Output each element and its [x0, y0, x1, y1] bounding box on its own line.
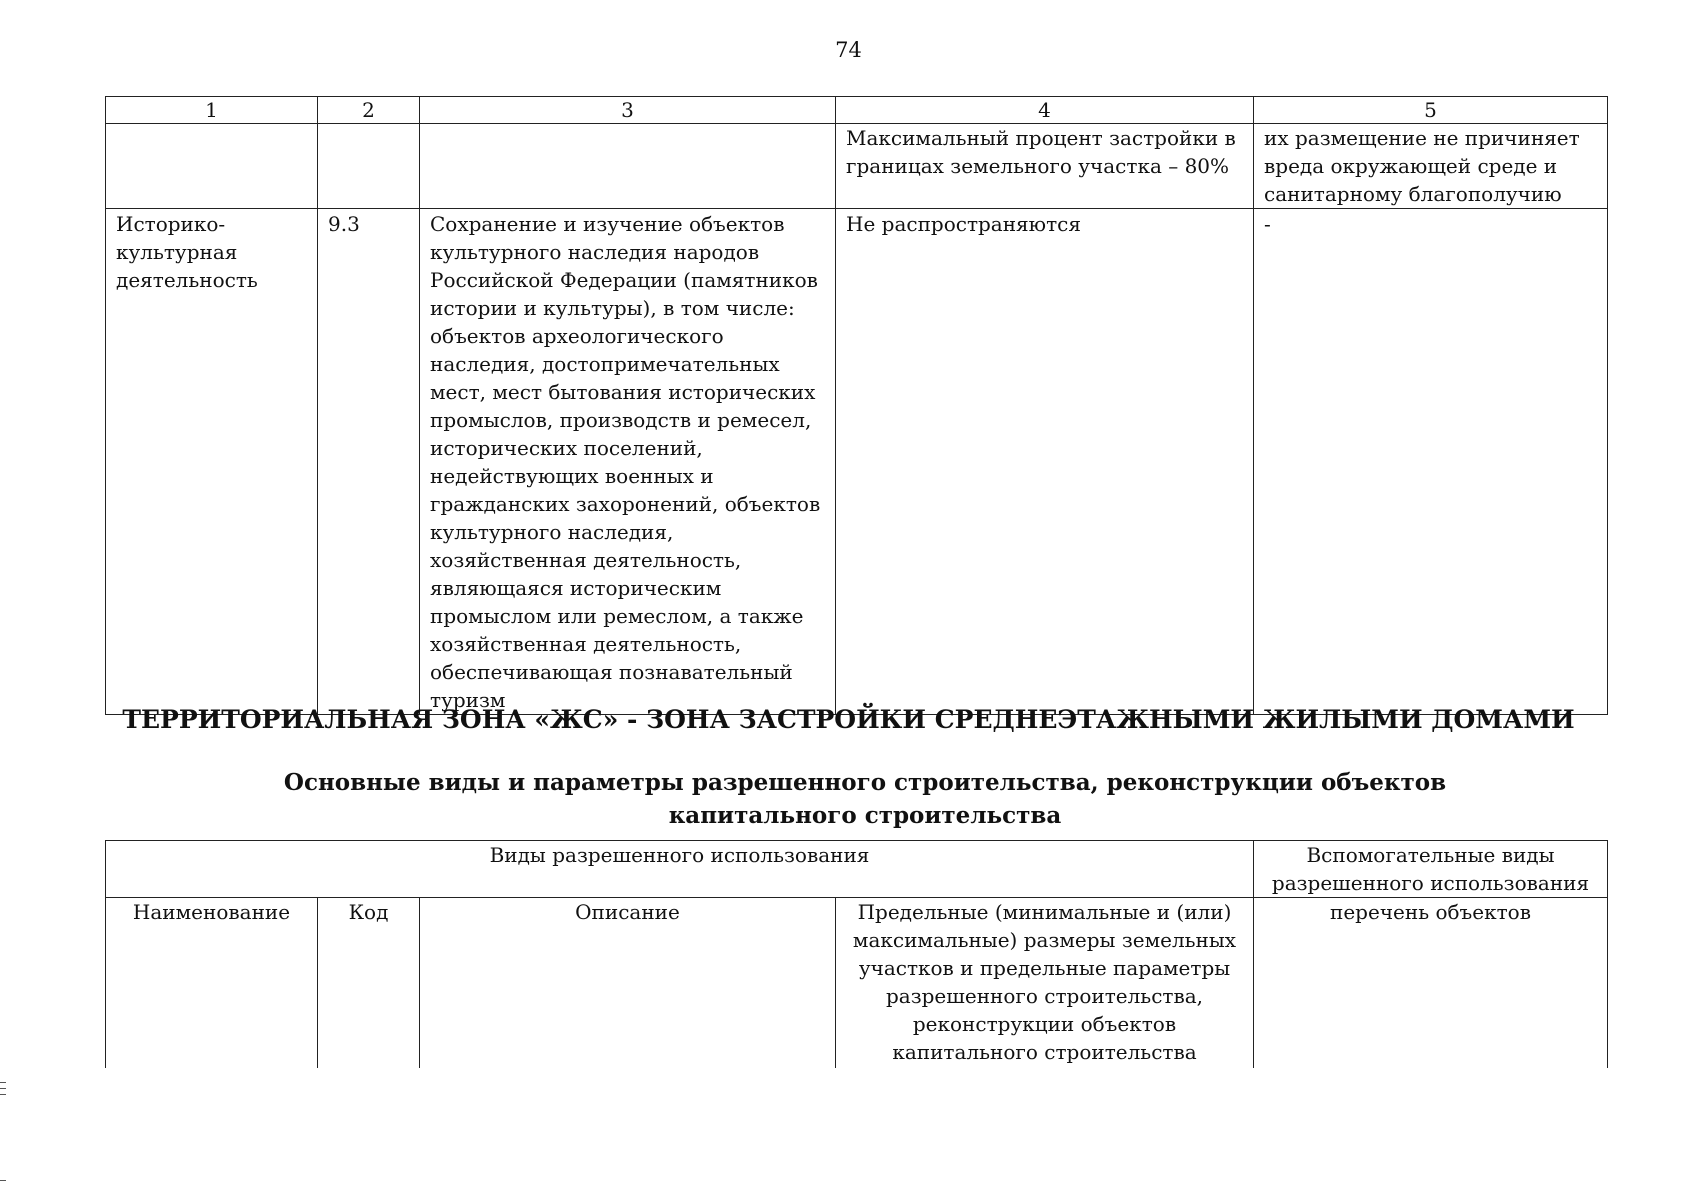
parameters-header: Предельные (минимальные и (или) максимальные) размеры земельных участков и предельные параметры разрешенного строительства, реконструкции объектов капитального строительства — [836, 898, 1254, 1069]
column-number: 3 — [420, 97, 836, 124]
section-subtitle: Основные виды и параметры разрешенного строительства, реконструкции объектов капитального строительства — [283, 769, 1447, 829]
zone-title: ТЕРРИТОРИАЛЬНАЯ ЗОНА «ЖС» - ЗОНА ЗАСТРОЙКИ СРЕДНЕЭТАЖНЫМИ ЖИЛЫМИ ДОМАМИ — [122, 705, 1575, 734]
cell-description — [420, 124, 836, 209]
column-header-row — [106, 898, 1608, 1069]
objects-header: перечень объектов — [1254, 898, 1608, 1069]
column-number: 2 — [318, 97, 420, 124]
name-header: Наименование — [106, 898, 318, 1069]
column-number: 1 — [106, 97, 318, 124]
cell-code — [318, 124, 420, 209]
cell-auxiliary: - — [1254, 209, 1608, 715]
cell-auxiliary: их размещение не причиняет вреда окружающей среде и санитарному благополучию — [1254, 124, 1608, 209]
page-number: 74 — [835, 38, 862, 62]
scan-edge-mark — [0, 1180, 6, 1181]
column-number: 5 — [1254, 97, 1608, 124]
group-header-row — [106, 841, 1608, 898]
auxiliary-use-header: Вспомогательные виды разрешенного использования — [1254, 841, 1608, 898]
column-number: 4 — [836, 97, 1254, 124]
table-row — [106, 124, 1608, 209]
code-header: Код — [318, 898, 420, 1069]
scan-edge-mark — [0, 1082, 6, 1083]
cell-description: Сохранение и изучение объектов культурного наследия народов Российской Федерации (памятников истории и культуры), в том числе: объектов археологического наследия, достопримечательных мест, мест бытования исторических промыслов, производств и ремесел, исторических поселений, недействующих военных и гражданских захоронений, объектов культурного наследия, хозяйственная деятельность, являющаяся историческим промыслом или ремеслом, а также хозяйственная деятельность, обеспечивающая познавательный туризм — [420, 209, 836, 715]
scan-edge-mark — [0, 1094, 6, 1095]
column-number-row — [106, 97, 1608, 124]
cell-code: 9.3 — [318, 209, 420, 715]
cell-parameters: Максимальный процент застройки в границах земельного участка – 80% — [836, 124, 1254, 209]
land-use-table-header — [105, 840, 1608, 1068]
table-row — [106, 209, 1608, 715]
permitted-use-header: Виды разрешенного использования — [106, 841, 1254, 898]
scan-edge-mark — [0, 1088, 6, 1089]
land-use-table-continued — [105, 96, 1608, 715]
cell-name — [106, 124, 318, 209]
cell-parameters: Не распространяются — [836, 209, 1254, 715]
cell-name: Историко-культурная деятельность — [106, 209, 318, 715]
description-header: Описание — [420, 898, 836, 1069]
